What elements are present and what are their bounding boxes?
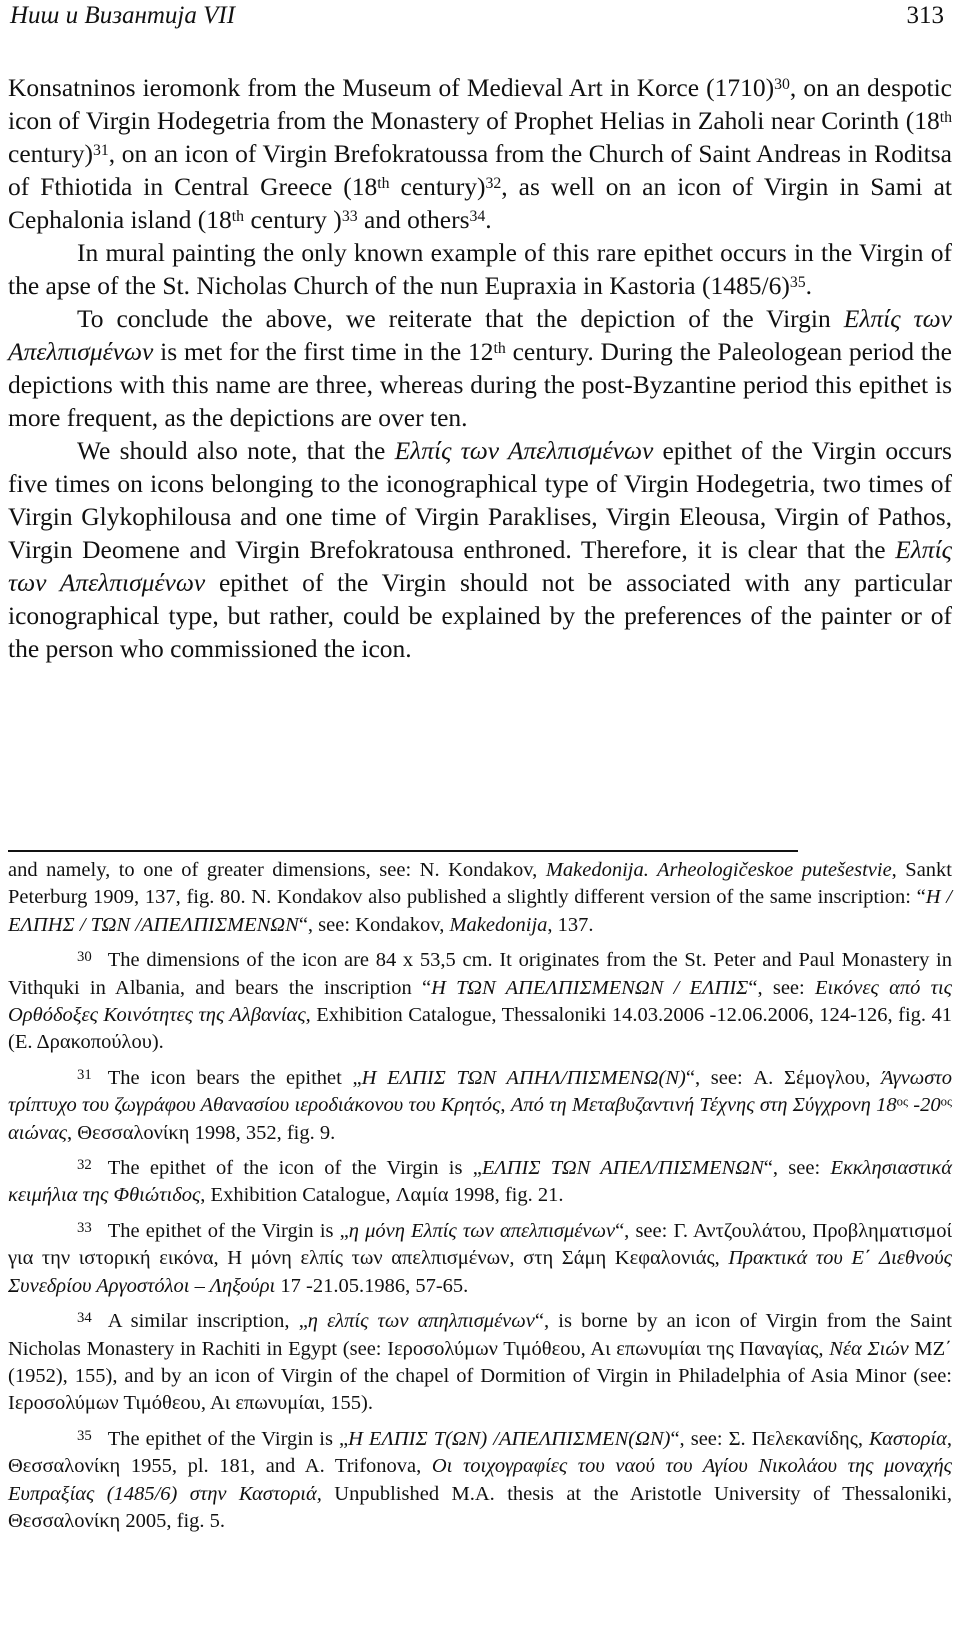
text-run: , on an icon of Virgin Brefokratoussa from the Church of Saint Andreas in Roditsa of Fthiotida in Central Greece (18: [8, 139, 952, 201]
ordinal-suffix: ος: [896, 1094, 908, 1109]
text-run: , Exhibition Catalogue, Thessaloniki 14.03.2006 -12.06.2006, 124-126, fig. 41 (Ε. Δρακοπούλου).: [8, 1004, 952, 1054]
text-run: , Θεσσαλονίκη 1955, pl. 181, and A. Trifonova,: [8, 1427, 952, 1478]
italic-run: Η / ΕΛΠΗΣ / ΤΩΝ /ΑΠΕΛΠΙΣΜΕΝΩΝ: [8, 886, 953, 936]
footnote-number: 34: [77, 1309, 92, 1326]
italic-run: Άγνωστο τρίπτυχο του ζωγράφου Αθανασίου ιεροδιάκονου του Κρητός: [8, 1066, 952, 1117]
text-run: Unpublished M.A. thesis at the Aristotle University of Thessaloniki, Θεσσαλονίκη 2005, fig. 5.: [8, 1482, 952, 1532]
text-run: “, see: Α. Σέμογλου,: [685, 1066, 882, 1089]
paragraph-2: [8, 236, 952, 302]
italic-run: Makedonija. Arheologičeskoe putešestvie: [545, 859, 892, 881]
text-run: and namely, to one of greater dimensions, see: N. Kondakov,: [8, 859, 546, 881]
ordinal-suffix: th: [231, 207, 245, 225]
footnote-30: [8, 947, 952, 1057]
text-run: is met for the first time in the 12: [153, 337, 494, 366]
footnote-31: [8, 1065, 952, 1147]
text-run: “, see: Kondakov,: [298, 913, 450, 936]
text-run: Konsatninos ieromonk from the Museum of Medieval Art in Korce (1710): [8, 73, 775, 102]
footnote-ref-32: 32: [485, 174, 502, 192]
running-header: [10, 2, 944, 36]
text-run: ,: [500, 1094, 511, 1117]
text-run: .: [485, 205, 492, 234]
italic-run: Makedonija: [449, 913, 548, 936]
ordinal-suffix: th: [939, 108, 952, 126]
italic-run: Καστορία: [869, 1427, 947, 1450]
italic-run: Εκκλησιαστικά κειμήλια της Φθιώτιδος: [8, 1157, 952, 1207]
footnote-number: 35: [77, 1427, 92, 1444]
footnote-number: 32: [77, 1156, 92, 1173]
footnotes: [8, 857, 952, 1543]
text-run: , Sankt Peterburg 1909, 137, fig. 80. N. Kondakov also published a slightly different version of the same inscription: “: [8, 859, 952, 909]
text-run: , on an despotic icon of Virgin Hodegetria from the Monastery of Prophet Helias in Zaholi near Corinth (18: [8, 73, 952, 135]
italic-run: αιώνας: [8, 1121, 67, 1144]
footnote-number: 31: [77, 1066, 92, 1083]
paragraph-4: [8, 434, 952, 665]
text-run: epithet of the Virgin occurs five times on icons belonging to the iconographical type of Virgin Hodegetria, two times of Virgin Glykophilousa and one time of Virgin Paraklises, Virgin Eleousa, Virgin of Pathos, Virgin Deomene and Virgin Brefokratousa enthroned. Therefore, it is clear that the: [8, 436, 952, 564]
italic-run: -20: [908, 1094, 941, 1117]
text-run: , Θεσσαλονίκη 1998, 352, fig. 9.: [66, 1121, 336, 1144]
text-run: “, is borne by an icon of Virgin from the Saint Nicholas Monastery in Rachiti in Egypt (see: Ιεροσολύμων Τιμόθεου, Αι επωνυμίαι της Παναγίας,: [8, 1310, 952, 1360]
text-run: The epithet of the Virgin is „: [107, 1427, 349, 1450]
footnote-number: 33: [77, 1219, 92, 1236]
italic-run: Η ΕΛΠΙΣ ΤΩΝ ΑΠΗΛ/ΠΙΣΜΕΝΩ(Ν): [361, 1066, 686, 1089]
italic-run: ΕΛΠΙΣ ΤΩΝ ΑΠΕΛ/ΠΙΣΜΕΝΩΝ: [481, 1157, 764, 1180]
text-run: , 137.: [547, 913, 594, 936]
footnote-35: [8, 1426, 952, 1536]
footnote-32: [8, 1155, 952, 1210]
italic-run: Από τη Μεταβυζαντινή Τέχνης στη Σύγχρονη 18: [510, 1094, 897, 1117]
text-run: The epithet of the Virgin is „: [107, 1219, 349, 1242]
footnote-33: [8, 1218, 952, 1300]
italic-run: η ελπίς των απηλπισμένων: [307, 1310, 535, 1333]
italic-run: Οι τοιχογραφίες του ναού του Αγίου Νικολάου της μοναχής Ευπραξίας (1485/6) στην Καστοριά,: [8, 1455, 952, 1505]
footnote-ref-35: 35: [789, 273, 806, 291]
footnote-34: [8, 1308, 952, 1418]
text-run: We should also note, that the: [77, 436, 395, 465]
footnote-ref-31: 31: [92, 141, 109, 159]
text-run: “, see: Σ. Πελεκανίδης,: [670, 1427, 870, 1450]
footnote-ref-33: 33: [341, 207, 358, 225]
text-run: century): [8, 139, 93, 168]
text-run: The epithet of the icon of the Virgin is „: [107, 1157, 482, 1180]
journal-title: Ниш и Византија VII: [10, 2, 236, 29]
text-run: .: [805, 271, 812, 300]
text-run: epithet of the Virgin should not be associated with any particular iconographical type, but rather, could be explained by the preferences of the painter or of the person who commissioned the icon.: [8, 568, 952, 663]
text-run: The icon bears the epithet „: [107, 1066, 362, 1089]
text-run: In mural painting the only known example of this rare epithet occurs in the Virgin of the apse of the St. Nicholas Church of the nun Eupraxia in Kastoria (1485/6): [8, 238, 952, 300]
ordinal-suffix: th: [493, 339, 506, 357]
italic-run: Η ΤΩΝ ΑΠΕΛΠΙΣΜΕΝΩΝ / ΕΛΠΙΣ: [431, 976, 749, 999]
text-run: , Exhibition Catalogue, Λαμία 1998, fig. 21.: [200, 1184, 564, 1207]
ordinal-suffix: th: [377, 174, 390, 192]
paragraph-3: [8, 302, 952, 434]
italic-run: Εικόνες από τις Ορθόδοξες Κοινότητες της Αλβανίας: [8, 976, 952, 1027]
greek-epithet: Ελπίς των Απελπισμένων: [394, 436, 654, 465]
text-run: A similar inscription, „: [107, 1310, 308, 1333]
page-number: 313: [906, 2, 944, 29]
footnote-ref-30: 30: [774, 75, 790, 93]
text-run: century ): [244, 205, 342, 234]
greek-epithet: Ελπίς των Απελπισμένων: [8, 535, 952, 597]
italic-run: Η ΕΛΠΙΣ Τ(ΩΝ) /ΑΠΕΛΠΙΣΜΕΝ(ΩΝ): [348, 1427, 671, 1450]
text-run: “, see:: [763, 1157, 831, 1180]
text-run: 17 -21.05.1986, 57-65.: [275, 1274, 469, 1297]
ordinal-suffix: ος: [940, 1094, 953, 1109]
main-text: [8, 71, 952, 665]
text-run: ΜΖ΄ (1952), 155), and by an icon of Virgin of the chapel of Dormition of Virgin in Philadelphia of Asia Minor (see: Ιεροσολύμων Τιμόθεου, Αι επωνυμίαι, 155).: [8, 1337, 953, 1415]
text-run: century. During the Paleologean period the depictions with this name are three, whereas during the post-Byzantine period this epithet is more frequent, as the depictions are over ten.: [8, 337, 952, 432]
italic-run: Πρακτικά του Ε΄ Διεθνούς Συνεδρίου Αργοστόλοι – Ληξούρι: [8, 1247, 952, 1297]
greek-epithet: Ελπίς των Απελπισμένων: [8, 304, 953, 366]
text-run: and others: [357, 205, 470, 234]
footnote-ref-34: 34: [469, 207, 486, 225]
text-run: “, see: Γ. Αντζουλάτου, Προβληματισμοί για την ιστορική εικόνα, Η μόνη ελπίς των απελπισμένων, στη Σάμη Κεφαλονιάς,: [8, 1219, 952, 1270]
text-run: century): [389, 172, 486, 201]
footnote-continuation: [8, 857, 952, 939]
footnote-number: 30: [77, 949, 92, 966]
text-run: , as well on an icon of Virgin in Sami at Cephalonia island (18: [8, 172, 952, 234]
italic-run: η μόνη Ελπίς των απελπισμένων: [348, 1219, 616, 1242]
paragraph-1: [8, 71, 952, 236]
text-run: “, see:: [748, 976, 815, 999]
footnote-separator: [8, 850, 798, 852]
text-run: The dimensions of the icon are 84 x 53,5 cm. It originates from the St. Peter and Paul Monastery in Vithquki in Albania, and bears the inscription “: [8, 949, 952, 999]
text-run: To conclude the above, we reiterate that the depiction of the Virgin: [77, 304, 844, 333]
italic-run: Νέα Σιών: [829, 1337, 909, 1360]
